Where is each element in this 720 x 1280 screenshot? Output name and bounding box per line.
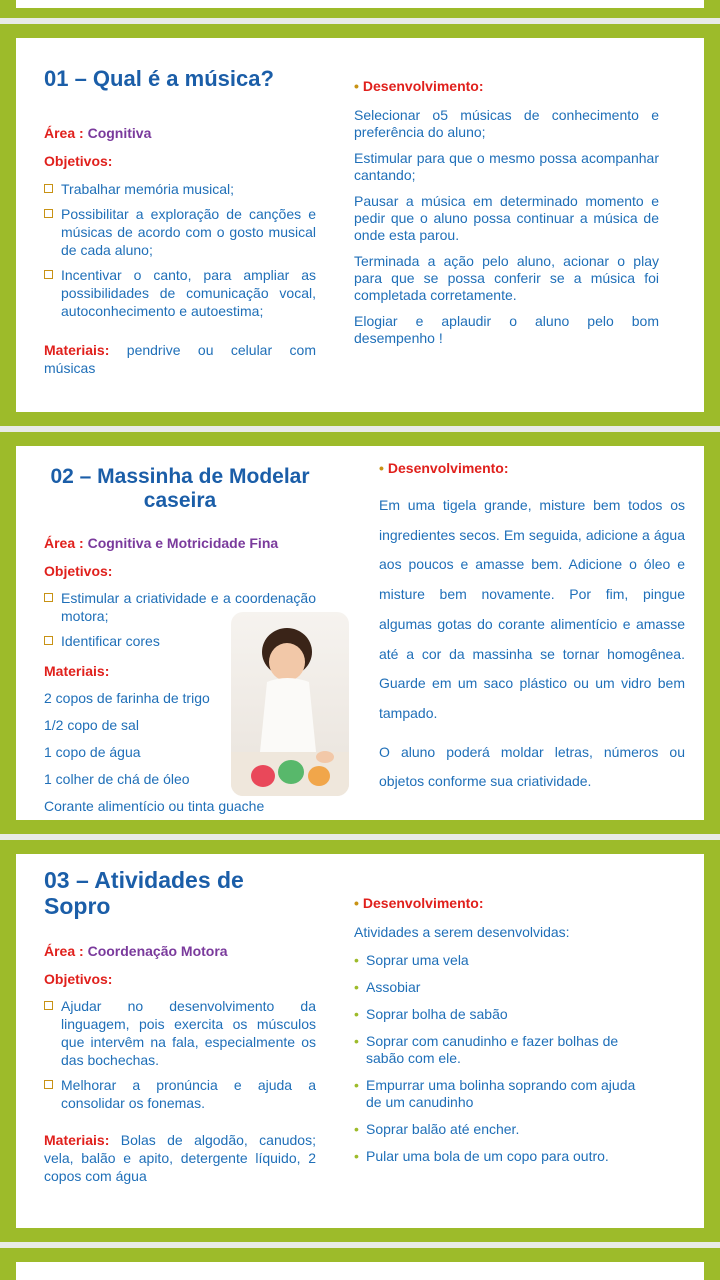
area-value: Cognitiva (87, 125, 152, 141)
list-item: Ajudar no desenvolvimento da linguagem, pois exercita os músculos que intervêm na fala, especialmente os das bochechas. (44, 997, 316, 1069)
area (44, 125, 151, 141)
list-item: Trabalhar memória musical; (44, 180, 316, 198)
objectives-label: Objetivos: (44, 971, 113, 987)
objectives-list (44, 180, 316, 327)
development-text: Selecionar o5 músicas de conhecimento e preferência do aluno; Estimular para que o mesmo possa acompanhar cantando; Pausar a música em determinado momento e pedir que o aluno possa continuar a música de onde esta parou. Terminada a ação pelo aluno, acionar o play para que se possa conferir se a música foi completada corretamente. Elogiar e aplaudir o aluno pelo bom desempenho ! (354, 107, 659, 346)
area-label: Área : (44, 125, 84, 141)
list-item: Identificar cores (44, 632, 316, 650)
objectives-list (44, 997, 316, 1119)
area: Área : Coordenação Motora (44, 943, 228, 959)
list-item: • Soprar uma vela (354, 952, 654, 969)
card-partial-top (0, 0, 720, 18)
materials: Materiais: pendrive ou celular com músicas (44, 342, 316, 376)
activity-title: 02 – Massinha de Modelar caseira (50, 465, 310, 513)
development-label: • Desenvolvimento: (354, 78, 484, 94)
development-label: • Desenvolvimento: (354, 895, 484, 911)
materials-label: Materiais: (44, 663, 110, 679)
materials: Materiais: Bolas de algodão, canudos; vela, balão e apito, detergente líquido, 2 copos com água (44, 1132, 316, 1184)
list-item: 1 copo de água (44, 744, 141, 760)
area: Área : Cognitiva e Motricidade Fina (44, 535, 279, 551)
activity-title: 03 – Atividades de Sopro (44, 867, 244, 920)
list-item: Melhorar a pronúncia e ajuda a consolidar os fonemas. (44, 1076, 316, 1112)
list-item: • Pular uma bola de um copo para outro. (354, 1148, 654, 1165)
list-item: • Empurrar uma bolinha soprando com ajuda de um canudinho (354, 1077, 654, 1111)
objectives-label: Objetivos: (44, 563, 113, 579)
activity-title: 01 – Qual é a música? (44, 66, 274, 91)
development-intro: Atividades a serem desenvolvidas: (354, 924, 570, 940)
card-partial-bottom (0, 1248, 720, 1280)
development-label: • Desenvolvimento: (379, 460, 509, 476)
child-playdough-photo (231, 612, 349, 796)
list-item: Possibilitar a exploração de canções e músicas de acordo com o gosto musical de cada aluno; (44, 205, 316, 259)
list-item: 1 colher de chá de óleo (44, 771, 190, 787)
list-item: • Soprar bolha de sabão (354, 1006, 654, 1023)
list-item: 1/2 copo de sal (44, 717, 139, 733)
child-playdough-illustration (231, 612, 349, 796)
list-item: Corante alimentício ou tinta guache (44, 798, 265, 814)
list-item: 2 copos de farinha de trigo (44, 690, 210, 706)
development-text: Em uma tigela grande, misture bem todos os ingredientes secos. Em seguida, adicione a água aos poucos e amasse bem. Adicione o óleo e misture bem novamente. Por fim, pingue algumas gotas do corante alimentício e amasse até a cor da massinha se tornar homogênea. Guarde em um saco plástico ou um vidro bem tampado. O aluno poderá moldar letras, números ou objetos conforme sua criatividade. (379, 497, 685, 790)
list-item: • Assobiar (354, 979, 654, 996)
objectives-label: Objetivos: (44, 153, 113, 169)
list-item: • Soprar balão até encher. (354, 1121, 654, 1138)
list-item: Estimular a criatividade e a coordenação motora; (44, 589, 316, 625)
list-item: Incentivar o canto, para ampliar as possibilidades de comunicação vocal, autoconhecimento e autoestima; (44, 266, 316, 320)
development-list (354, 952, 654, 1175)
list-item: • Soprar com canudinho e fazer bolhas de sabão com ele. (354, 1033, 654, 1067)
